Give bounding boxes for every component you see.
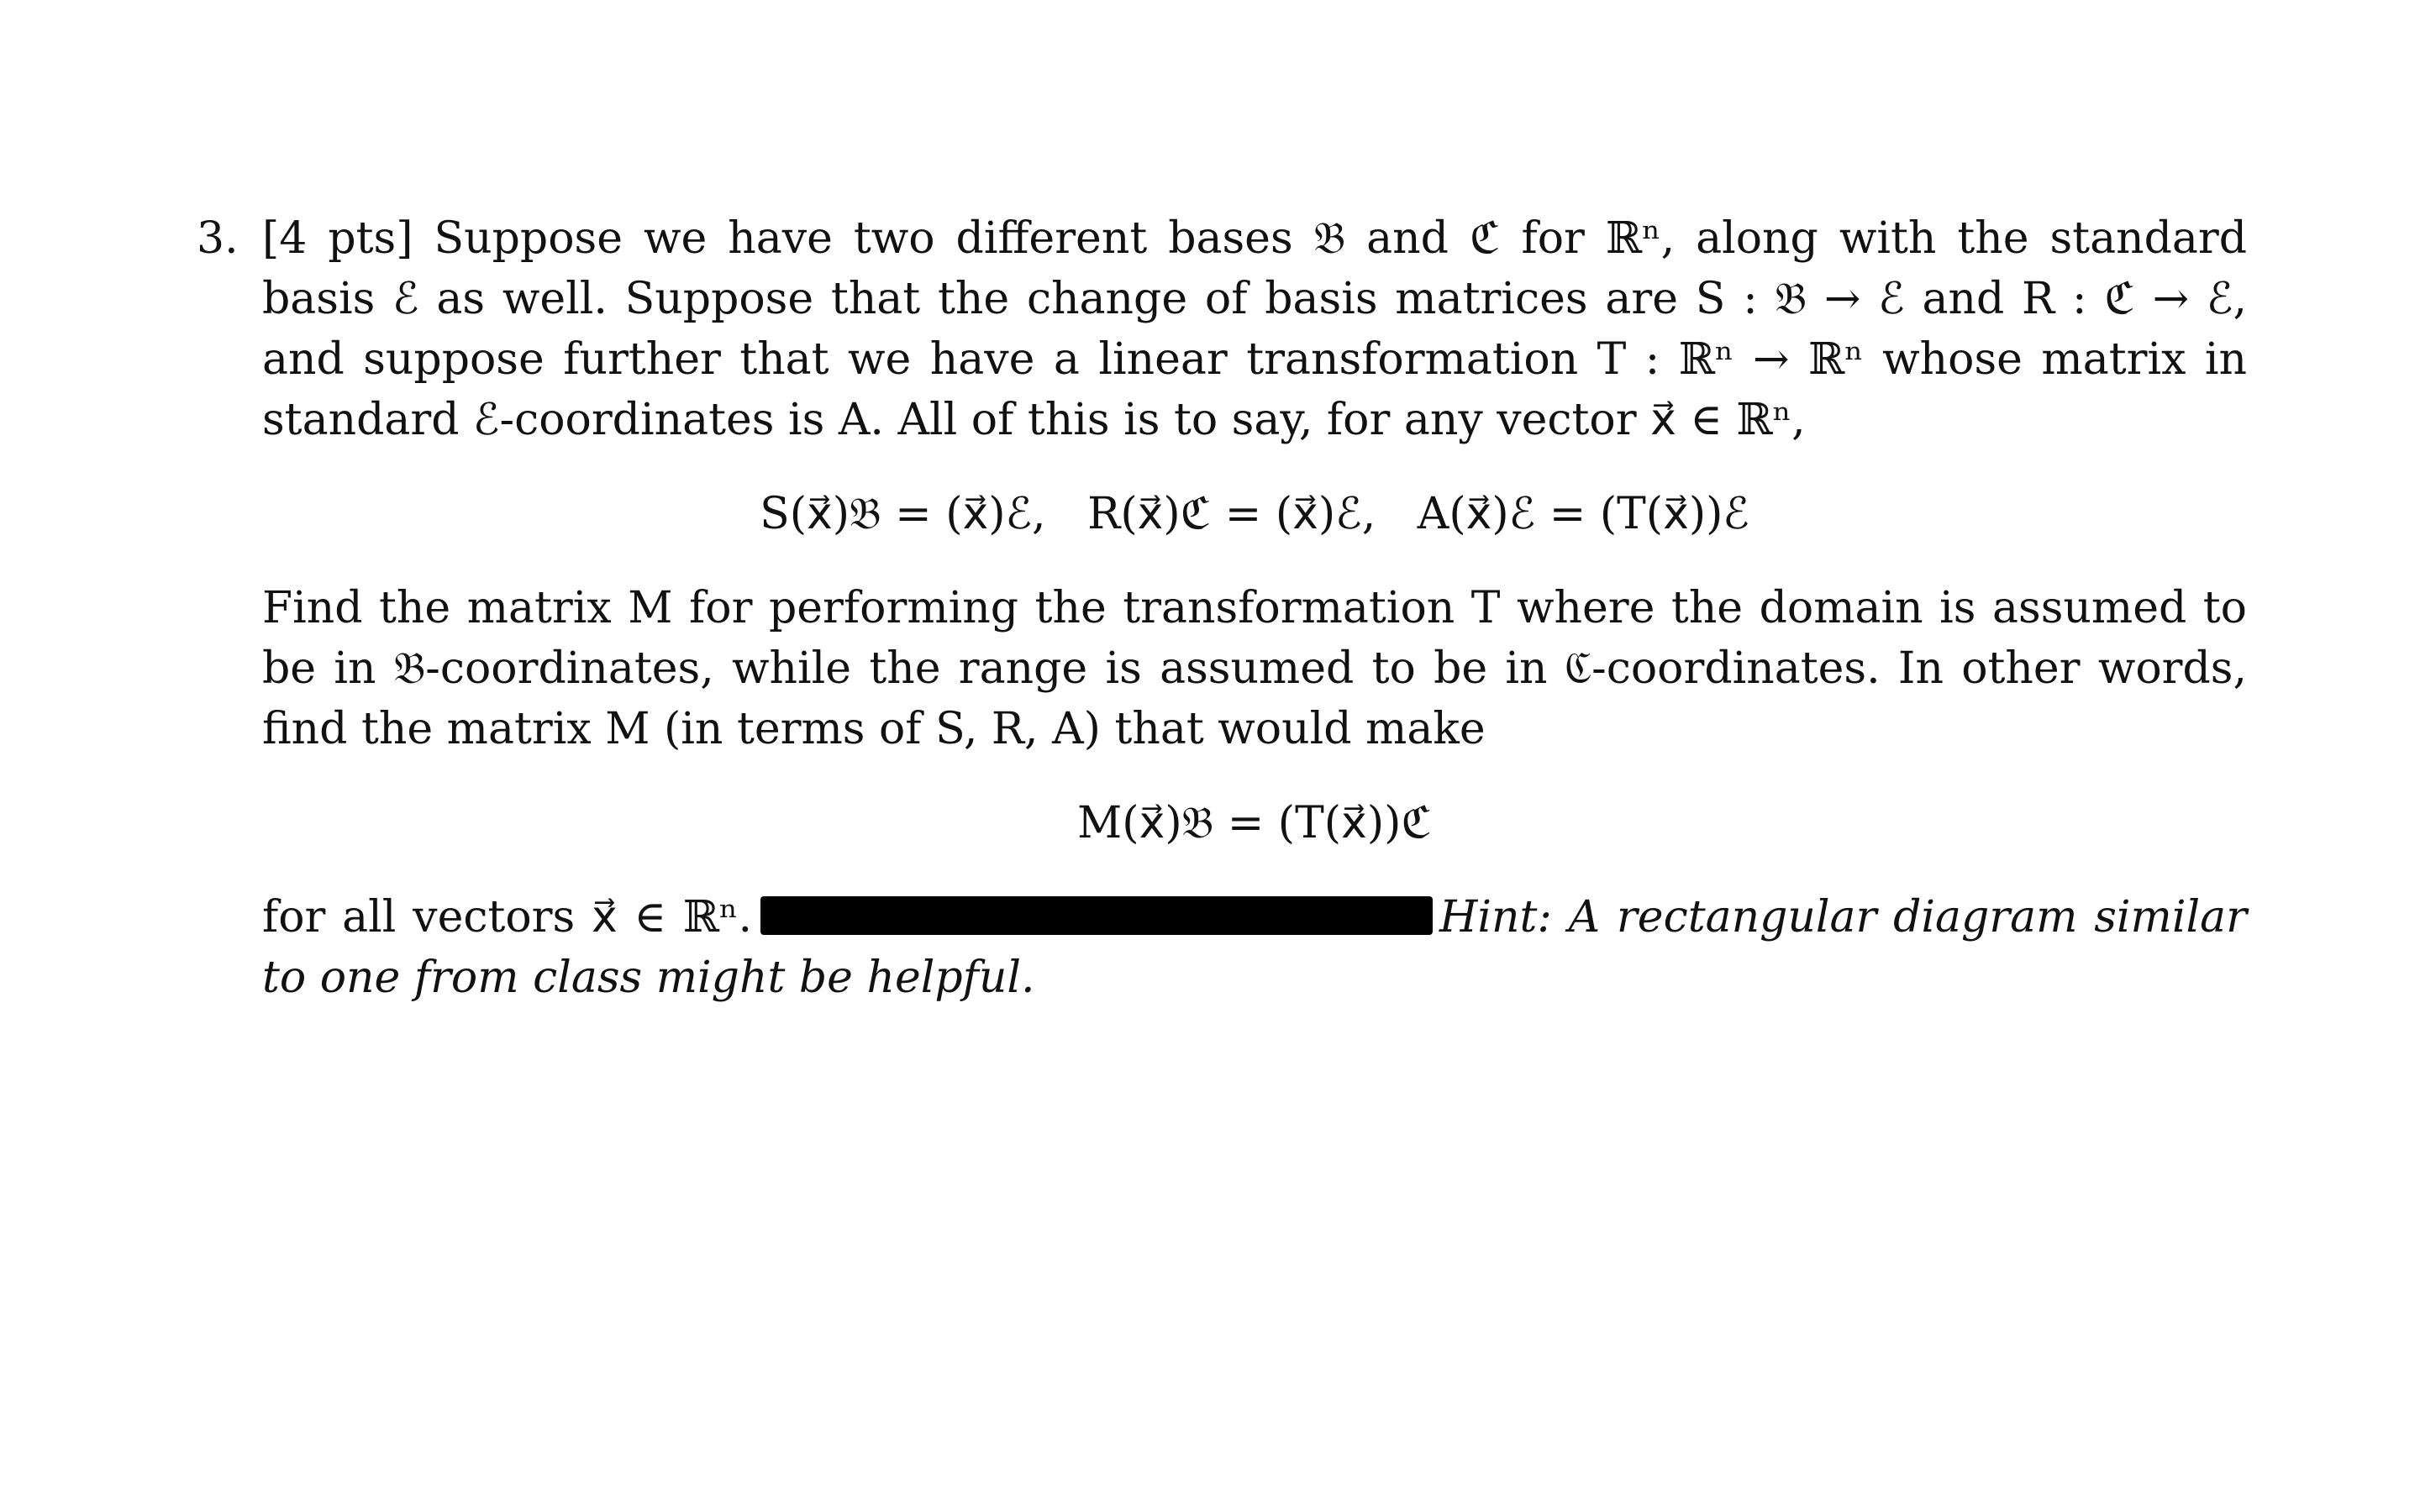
hint-text: Hint: A rectangular diagram similar to one from class might be helpful. [262,892,2247,1003]
problem-number: 3. [197,213,239,264]
redaction-bar [760,896,1433,935]
change-of-basis-equations: S(x⃗)𝔅 = (x⃗)ℰ, R(x⃗)ℭ = (x⃗)ℰ, A(x⃗)ℰ = (T(x⃗))ℰ [760,489,1749,539]
equation-block-1 [197,484,2247,544]
problem-intro-text: [4 pts] Suppose we have two different bases 𝔅 and ℭ for ℝⁿ, along with the standard basis ℰ as well. Suppose that the change of basis matrices are S : 𝔅 → ℰ and R : ℭ → ℰ, and suppose further that we have a linear transformation T : ℝⁿ → ℝⁿ whose matrix in standard ℰ-coordinates is A. All of this is to say, for any vector x⃗ ∈ ℝⁿ, [262,213,2247,445]
problem-intro-paragraph [197,208,2247,450]
problem-closing-text: for all vectors x⃗ ∈ ℝⁿ. [262,892,752,942]
problem-middle-text: Find the matrix M for performing the transformation T where the domain is assumed to be in 𝔅-coordinates, while the range is assumed to be in ℭ-coordinates. In other words, find the matrix M (in terms of S, R, A) that would make [262,583,2247,754]
problem-middle-paragraph [197,578,2247,759]
target-equation: M(x⃗)𝔅 = (T(x⃗))ℭ [1077,798,1432,848]
problem-closing-paragraph [197,887,2247,1008]
problem-3 [197,208,2247,1008]
equation-block-2 [197,793,2247,853]
